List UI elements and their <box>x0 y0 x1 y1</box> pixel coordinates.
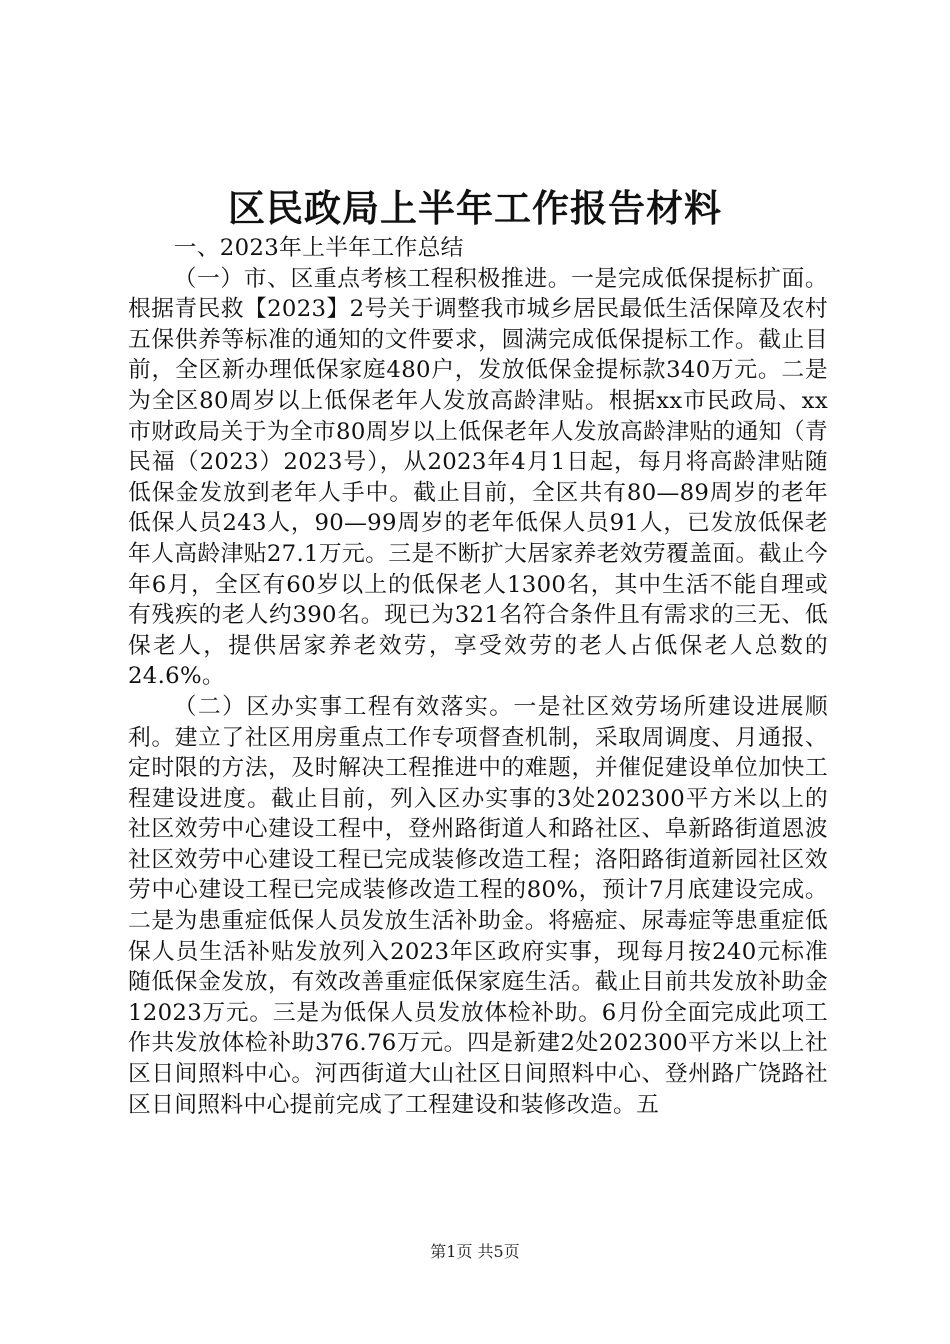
document-body <box>128 233 828 1120</box>
page-footer: 第1页 共5页 <box>430 1242 520 1261</box>
section-heading: 一、2023年上半年工作总结 <box>173 235 464 261</box>
paragraph: （一）市、区重点考核工程积极推进。一是完成低保提标扩面。根据青民救【2023】2号关于调整我市城乡居民最低生活保障及农村五保供养等标准的通知的文件要求，圆满完成低保提标工作。截止目前，全区新办理低保家庭480户，发放低保金提标款340万元。二是为全区80周岁以上低保老年人发放高龄津贴。根据xx市民政局、xx市财政局关于为全市80周岁以上低保老年人发放高龄津贴的通知（青民福（2023）2023号），从2023年4月1日起，每月将高龄津贴随低保金发放到老年人手中。截止目前，全区共有80—89周岁的老年低保人员243人，90—99周岁的老年低保人员91人，已发放低保老年人高龄津贴27.1万元。三是不断扩大居家养老效劳覆盖面。截止今年6月，全区有60岁以上的低保老人1300名，其中生活不能自理或有残疾的老人约390名。现已为321名符合条件且有需求的三无、低保老人，提供居家养老效劳，享受效劳的老人占低保老人总数的24.6%。 <box>128 265 828 690</box>
paragraph: （二）区办实事工程有效落实。一是社区效劳场所建设进展顺利。建立了社区用房重点工作专项督查机制，采取周调度、月通报、定时限的方法，及时解决工程推进中的难题，并催促建设单位加快工程建设进度。截止目前，列入区办实事的3处202300平方米以上的社区效劳中心建设工程中，登州路街道人和路社区、阜新路街道恩波社区效劳中心建设工程已完成装修改造工程；洛阳路街道新园社区效劳中心建设工程已完成装修改造工程的80%，预计7月底建设完成。二是为患重症低保人员发放生活补助金。将癌症、尿毒症等患重症低保人员生活补贴发放列入2023年区政府实事，现每月按240元标准随低保金发放，有效改善重症低保家庭生活。截止目前共发放补助金12023万元。三是为低保人员发放体检补助。6月份全面完成此项工作共发放体检补助376.76万元。四是新建2处202300平方米以上社区日间照料中心。河西街道大山社区日间照料中心、登州路广饶路社区日间照料中心提前完成了工程建设和装修改造。五 <box>128 693 828 1118</box>
document-title: 区民政局上半年工作报告材料 <box>228 186 722 230</box>
